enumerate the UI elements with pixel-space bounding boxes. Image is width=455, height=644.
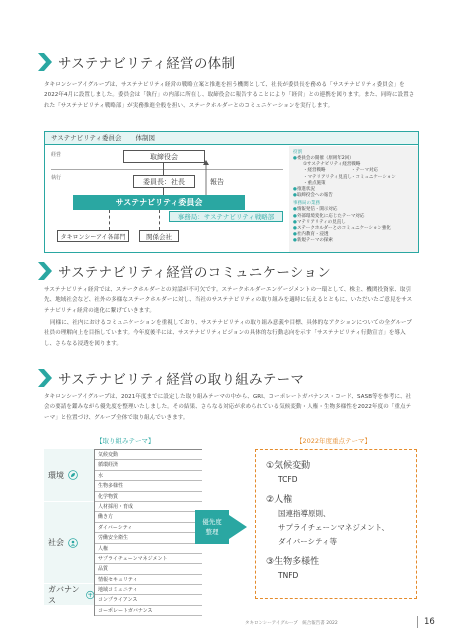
category-governance: ガバナンス [44,584,94,605]
list-item: 化学物質 [95,492,202,502]
diagram-header [45,132,418,145]
diagram-header-subtitle: 体制図 [135,134,156,142]
footer-text: タキロンシーアイグループ 統合報告書 2022 [245,621,338,626]
page-number: 16 [424,617,435,627]
label-execution: 執行 [51,175,62,181]
key-theme-name: ②人権 [266,495,293,505]
list-item: 地域コミュニティ [95,585,202,595]
section-title: サステナビリティ経営の取り組みテーマ [58,372,305,388]
panel-item: ●委員会の開催（原則年2回） [293,156,354,161]
priority-label: 整理 [205,528,219,536]
arrow-right-icon [229,515,247,539]
panel-item: ●推進状況 [293,187,315,193]
diagram-header-title: サステナビリティ委員会 [51,134,122,142]
chevron-right-icon [38,262,52,280]
chevron-right-icon [38,53,52,71]
panel-item: ・経営戦略 ・テーマ対応 [303,168,378,174]
list-item: 人権 [95,544,202,554]
list-item: 働き方 [95,512,202,522]
list-item: 水 [95,471,202,481]
section-body: 同様に、社内におけるコミュニケーションを重視しており、サステナビリティの取り組み意義や目標、具体的なアクションについての全グループ社員の理解向上を目指しています。今年度後半には、サステナビリティビジョンの具体的な行動志向を示す「サステナビリティ行動宣言」を導入し、さらなる浸透を図ります。 [44,320,412,347]
list-item: 循環経済 [95,460,202,470]
list-item: コンプライアンス [95,595,202,605]
divider-line [51,169,283,170]
panel-item: ・重点施策 [303,180,326,186]
connector-line [163,188,164,195]
list-item: 品質 [95,564,202,574]
connector-line [163,163,164,175]
panel-item: ●新規テーマの探索 [293,238,333,244]
people-icon [68,538,78,548]
panel-item: ●取締役会への報告 [293,193,333,199]
key-theme-sub: サプライチェーンマネジメント、 [278,523,389,532]
chevron-right-icon [38,369,52,387]
panel-heading: 役割 [293,150,302,155]
section-body: タキロンシーアイグループは、サステナビリティ経営の戦略立案と推進を担う機関として、社長が委員長を務める「サステナビリティ委員会」を2022年4月に設置しました。委員会は「執行」の内部に所在し、取締役会に報告することにより「経営」との連携を図ります。また、同時に設置された「サステナビリティ戦略部」が実務推進全般を担い、ステークホルダーとのコミュニケーションを実行します。 [44,82,415,109]
panel-item: ①サステナビリティ経営戦略 [303,162,361,168]
list-item: コーポレートガバナンス [95,606,202,616]
key-theme-name: ①気候変動 [266,461,311,471]
board-box: 取締役会 [123,150,205,163]
key-theme-sub: ダイバーシティ等 [278,537,337,546]
section-heading-communication [38,261,331,281]
key-theme-sub: TCFD [278,475,298,484]
affiliates-box: 関係会社 [139,230,179,242]
panel-item: ●ステークホルダーとのコミュニケーション強化 [293,226,391,232]
key-themes-title: 【2022年度重点テーマ】 [296,437,372,445]
section-body: タキロンシーアイグループは、2021年度までに設定した取り組みテーマの中から、GRI、コーポレートガバナンス・コード、SASB等を参考に、社会の要請を鑑みながら優先度を整理いたしました。その結果、さらなる対応が求められている気候変動・人権・生物多様性を2022年度の「重点テーマ」と位置づけ、グループ全体で取り組んでいきます。 [44,394,412,421]
category-society: 社会 [44,502,94,583]
panel-item: ●外部環境変化に応じたテーマ対応 [293,213,365,219]
priority-box [195,510,229,544]
section-heading-themes [38,368,304,388]
label-management: 経営 [51,152,62,158]
list-item: 気候変動 [95,450,202,460]
section-title: サステナビリティ経営の体制 [58,56,236,72]
section-heading-structure [38,52,235,72]
section-title: サステナビリティ経営のコミュニケーション [58,265,332,281]
office-box: 事務局：サステナビリティ戦略部 [169,211,283,222]
panel-item: ●マテリアリティの見直し [293,219,346,225]
chair-box: 委員長：社長 [133,175,195,188]
list-item: 労働安全衛生 [95,533,202,543]
key-themes-box [255,449,417,599]
dashed-line [109,210,110,230]
section-body: サステナビリティ経営では、ステークホルダーとの対話が不可欠です。ステークホルダーエンゲージメントの一環として、株主、機関投資家、取引先、地域社会など、社外の多様なステークホルダーに対し、当社のサステナビリティの取り組みを適時に伝えるとともに、いただいたご意見をサステナビリティ経営の進化に繋げていきます。 [44,287,413,314]
list-item: ダイバーシティ [95,523,202,533]
group-box: タキロンシーアイ各部門 [57,230,129,242]
list-item: サプライチェーンマネジメント [95,554,202,564]
scale-icon [86,590,95,600]
leaf-icon [68,470,78,480]
key-theme-name: ③生物多様性 [266,557,320,567]
structure-diagram [44,131,419,253]
panel-item: ●情報発信・開示対応 [293,207,338,213]
list-item: 情報セキュリティ [95,575,202,585]
committee-box: サステナビリティ委員会 [73,195,245,210]
theme-items [94,449,202,616]
dashed-line [159,210,160,230]
category-environment: 環境 [44,449,94,501]
key-theme-sub: TNFD [278,571,299,580]
themes-title: 【取り組みテーマ】 [96,437,155,445]
report-label: 報告 [210,178,224,186]
list-item: 生物多様性 [95,481,202,491]
panel-item: ・マテリアリティ見直し ・コミュニケーション [303,174,396,180]
up-arrow-icon [203,160,209,196]
page-divider [417,616,418,628]
role-panel [289,146,418,252]
panel-item: ●社内教育・浸透 [293,232,329,238]
priority-label: 優先度 [202,518,222,526]
panel-heading: 事務局の業務 [293,201,320,207]
list-item: 人材採用・育成 [95,502,202,512]
key-theme-sub: 国連指導原則、 [278,509,331,518]
